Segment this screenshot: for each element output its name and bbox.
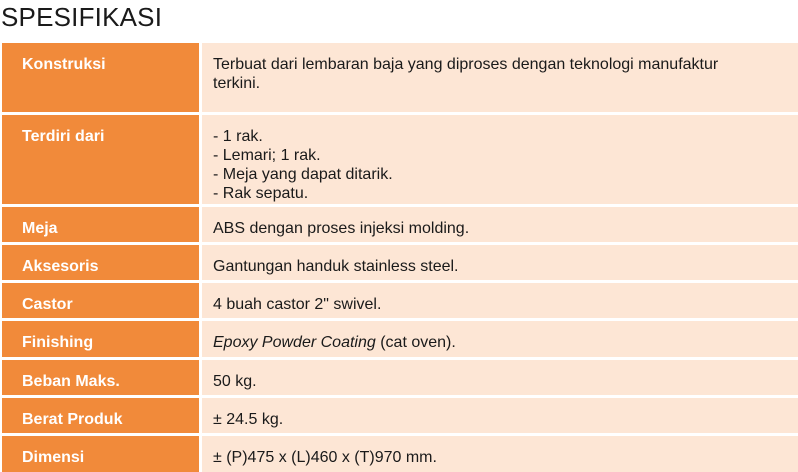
spec-row-berat-produk (2, 398, 798, 436)
spec-row-dimensi (2, 436, 798, 472)
spec-value-line: - Lemari; 1 rak. (213, 147, 321, 164)
spec-label: Terdiri dari (2, 115, 199, 204)
spec-value-line: Terbuat dari lembaran baja yang diproses dengan teknologi manufaktur (213, 56, 719, 73)
spec-value (202, 245, 798, 280)
spec-row-terdiri-dari (2, 115, 798, 207)
spec-value-line: terkini. (213, 75, 261, 92)
spec-value (202, 436, 798, 472)
spec-value (202, 321, 798, 357)
spec-row-aksesoris (2, 245, 798, 283)
spec-label: Meja (2, 207, 199, 242)
spec-value-line: - Rak sepatu. (213, 185, 309, 202)
spec-label: Castor (2, 283, 199, 318)
spec-table (2, 43, 798, 472)
spec-value-line: ± 24.5 kg. (213, 411, 284, 428)
spec-row-konstruksi (2, 43, 798, 115)
spec-row-castor (2, 283, 798, 321)
spec-value-line: 4 buah castor 2" swivel. (213, 296, 382, 313)
spec-row-finishing (2, 321, 798, 360)
spec-value-line: - 1 rak. (213, 128, 263, 145)
spec-value-rest: (cat oven). (375, 334, 456, 351)
spec-value (202, 207, 798, 242)
spec-row-meja (2, 207, 798, 245)
spec-value-line: ± (P)475 x (L)460 x (T)970 mm. (213, 449, 437, 466)
spec-value-italic: Epoxy Powder Coating (213, 334, 376, 351)
spec-label: Berat Produk (2, 398, 199, 433)
spec-label: Beban Maks. (2, 360, 199, 395)
spec-value (202, 360, 798, 395)
spec-label: Dimensi (2, 436, 199, 472)
spec-value (202, 43, 798, 112)
spec-value-line (213, 333, 788, 352)
page-title: SPESIFIKASI (1, 2, 163, 32)
spec-value (202, 398, 798, 433)
spec-value (202, 115, 798, 204)
spec-value-line: ABS dengan proses injeksi molding. (213, 220, 470, 237)
spec-value-line: 50 kg. (213, 373, 257, 390)
spec-value-line: Gantungan handuk stainless steel. (213, 258, 459, 275)
spec-value-line: - Meja yang dapat ditarik. (213, 166, 393, 183)
spec-label: Finishing (2, 321, 199, 357)
spec-value (202, 283, 798, 318)
spec-label: Konstruksi (2, 43, 199, 112)
spec-label: Aksesoris (2, 245, 199, 280)
spec-row-beban-maks (2, 360, 798, 398)
